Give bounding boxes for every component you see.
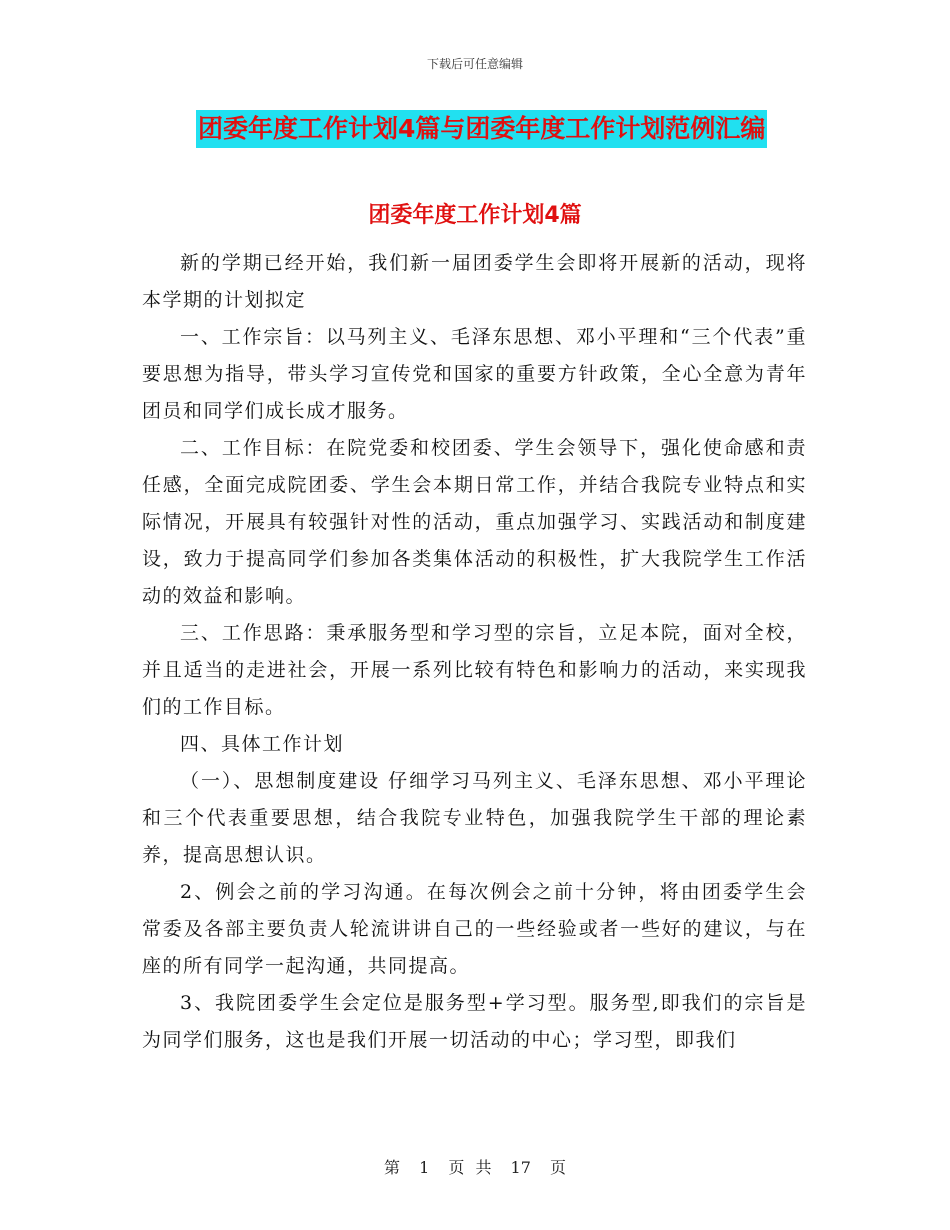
footer-page-number: 1: [419, 1158, 430, 1177]
footer-prefix: 第: [383, 1158, 400, 1177]
paragraph-purpose: 一、工作宗旨：以马列主义、毛泽东思想、邓小平理和“三个代表”重要思想为指导，带头学习宣传党和国家的重要方针政策，全心全意为青年团员和同学们成长成才服务。: [142, 326, 807, 422]
paragraph-plan-1: （一）、思想制度建设 仔细学习马列主义、毛泽东思想、邓小平理论和三个代表重要思想，结合我院专业特色，加强我院学生干部的理论素养，提高思想认识。: [142, 770, 807, 866]
header-note: 下载后可任意编辑: [426, 57, 523, 71]
footer-middle: 页 共: [448, 1158, 492, 1177]
paragraph-plan-2: 2、例会之前的学习沟通。在每次例会之前十分钟，将由团委学生会常委及各部主要负责人轮流讲讲自己的一些经验或者一些好的建议，与在座的所有同学一起沟通，共同提高。: [142, 881, 807, 977]
paragraph-goal: 二、工作目标：在院党委和校团委、学生会领导下，强化使命感和责任感，全面完成院团委、学生会本期日常工作，并结合我院专业特点和实际情况，开展具有较强针对性的活动，重点加强学习、实践活动和制度建设，致力于提高同学们参加各类集体活动的积极性，扩大我院学生工作活动的效益和影响。: [142, 437, 807, 607]
document-body: [142, 245, 807, 1059]
page-footer: [0, 1155, 950, 1178]
paragraph-intro: 新的学期已经开始，我们新一届团委学生会即将开展新的活动，现将本学期的计划拟定: [142, 252, 807, 311]
paragraph-plan-3: 3、我院团委学生会定位是服务型+学习型。服务型,即我们的宗旨是为同学们服务，这也是我们开展一切活动的中心；学习型，即我们: [142, 992, 807, 1051]
section-title: 团委年度工作计划4篇: [368, 203, 582, 228]
paragraph-approach: 三、工作思路：秉承服务型和学习型的宗旨，立足本院，面对全校，并且适当的走进社会，开展一系列比较有特色和影响力的活动，来实现我们的工作目标。: [142, 622, 807, 718]
paragraph-plan-heading: 四、具体工作计划: [180, 733, 345, 755]
footer-suffix: 页: [550, 1158, 567, 1177]
footer-total-pages: 17: [510, 1158, 531, 1177]
document-title: 团委年度工作计划4篇与团委年度工作计划范例汇编: [196, 110, 767, 148]
